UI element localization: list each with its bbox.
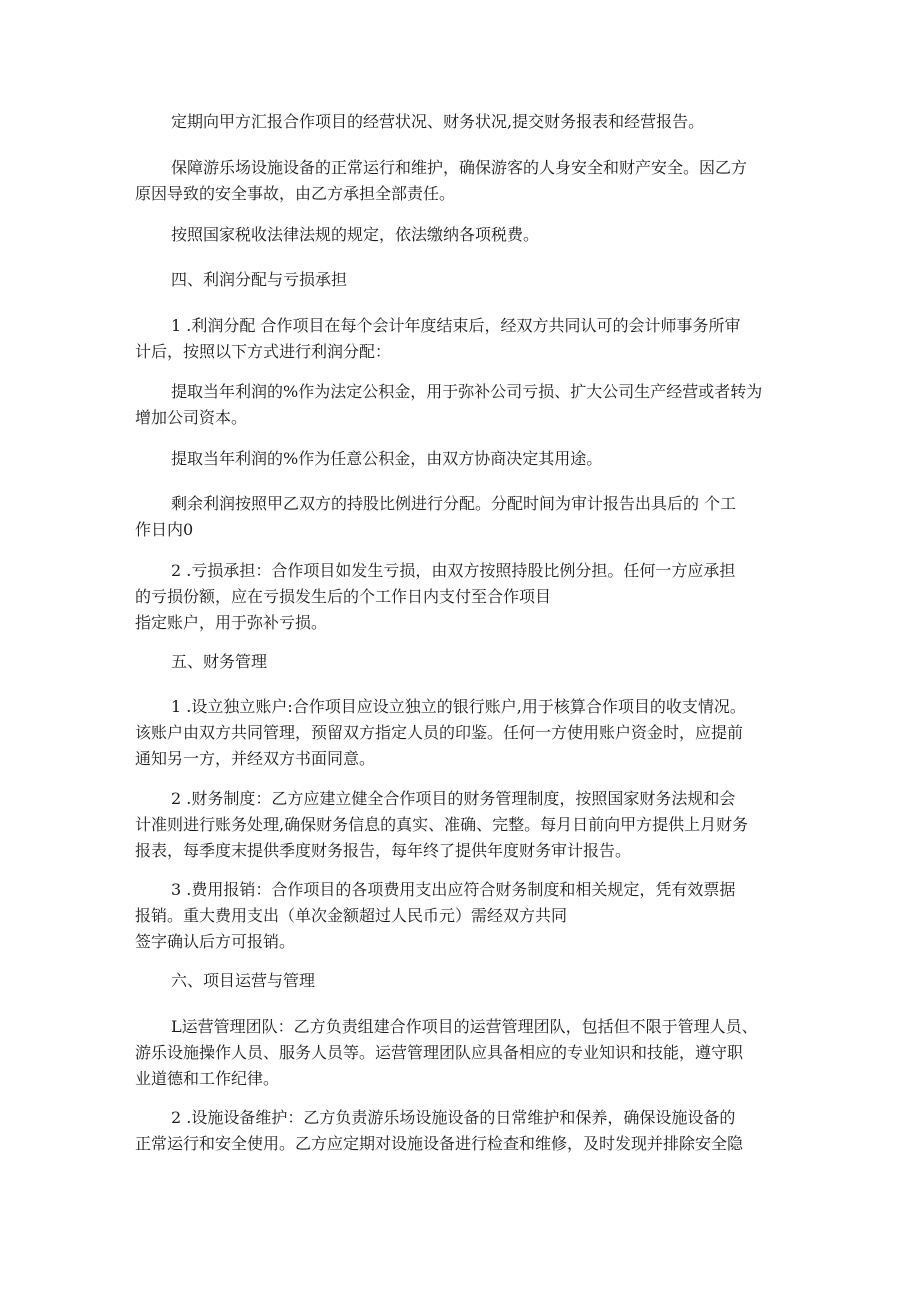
text-line: 报表，每季度末提供季度财务报告，每年终了提供年度财务审计报告。 [135,841,632,860]
text-line: 指定账户，用于弥补亏损。 [135,613,328,632]
paragraph-statutory-reserve [135,379,795,431]
text-line: 计后，按照以下方式进行利润分配： [135,342,392,361]
paragraph-remaining-profit [135,491,795,543]
text-line: 提取当年利润的%作为任意公积金，由双方协商决定其用途。 [171,449,603,468]
paragraph-discretionary-reserve [135,446,795,472]
text-line: 游乐设施操作人员、服务人员等。运营管理团队应具备相应的专业知识和技能，遵守职 [135,1043,744,1062]
section-heading-profit [135,267,795,293]
paragraph-safety-duty [135,155,795,207]
paragraph-finance-system [135,786,795,864]
section-heading-operations [135,968,795,994]
text-line: 签字确认后方可报销。 [135,932,296,951]
text-line: 剩余利润按照甲乙双方的持股比例进行分配。分配时间为审计报告出具后的 个工 [171,494,737,513]
text-line: 业道德和工作纪律。 [135,1069,280,1088]
text-line: 1 .设立独立账户:合作项目应设立独立的银行账户,用于核算合作项目的收支情况。 [171,697,746,716]
text-line: 报销。重大费用支出（单次金额超过人民币元）需经双方共同 [135,906,568,925]
text-line: 1 .利润分配 合作项目在每个会计年度结束后，经双方共同认可的会计师事务所审 [171,316,741,335]
text-line: 通知另一方，并经双方书面同意。 [135,749,376,768]
text-line: 2 .财务制度：乙方应建立健全合作项目的财务管理制度，按照国家财务法规和会 [171,789,736,808]
paragraph-loss-bearing [135,558,795,636]
text-line: 计准则进行账务处理,确保财务信息的真实、准确、完整。每月日前向甲方提供上月财务 [135,815,749,834]
text-line: 按照国家税收法律法规的规定，依法缴纳各项税费。 [171,225,540,244]
text-line: 的亏损份额，应在亏损发生后的个工作日内支付至合作项目 [135,587,552,606]
paragraph-operations-team [135,1014,795,1092]
text-line: 该账户由双方共同管理，预留双方指定人员的印鉴。任何一方使用账户资金时，应提前 [135,723,744,742]
paragraph-expense-reimbursement [135,877,795,955]
text-line: 2 .设施设备维护：乙方负责游乐场设施设备的日常维护和保养，确保设施设备的 [171,1108,736,1127]
text-line: 原因导致的安全事故，由乙方承担全部责任。 [135,184,456,203]
text-line: 五、财务管理 [171,652,268,671]
text-line: 2 .亏损承担：合作项目如发生亏损，由双方按照持股比例分担。任何一方应承担 [171,561,736,580]
paragraph-independent-account [135,694,795,772]
text-line: 提取当年利润的%作为法定公积金，用于弥补公司亏损、扩大公司生产经营或者转为 [171,382,763,401]
text-line: 3 .费用报销：合作项目的各项费用支出应符合财务制度和相关规定，凭有效票据 [171,880,736,899]
text-line: 保障游乐场设施设备的正常运行和维护，确保游客的人身安全和财产安全。因乙方 [171,158,748,177]
text-line: L运营管理团队：乙方负责组建合作项目的运营管理团队，包括但不限于管理人员、 [171,1017,758,1036]
text-line: 作日内0 [135,520,194,539]
paragraph-report-duty [135,109,795,135]
text-line: 定期向甲方汇报合作项目的经营状况、财务状况,提交财务报表和经营报告。 [171,112,705,131]
text-line: 四、利润分配与亏损承担 [171,270,348,289]
text-line: 正常运行和安全使用。乙方应定期对设施设备进行检查和维修，及时发现并排除安全隐 [135,1134,744,1153]
text-line: 六、项目运营与管理 [171,971,316,990]
section-heading-finance [135,649,795,675]
paragraph-tax-duty [135,222,795,248]
paragraph-equipment-maintenance [135,1105,795,1157]
paragraph-profit-distribution [135,313,795,365]
text-line: 增加公司资本。 [135,408,248,427]
